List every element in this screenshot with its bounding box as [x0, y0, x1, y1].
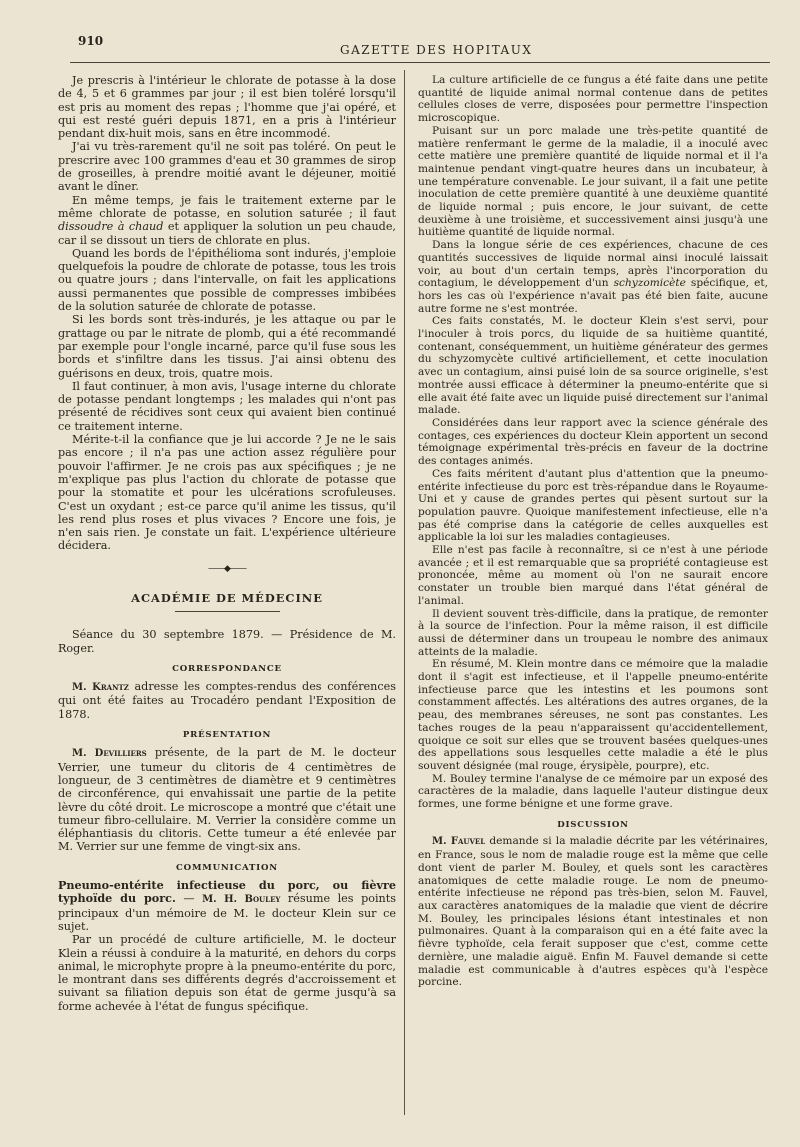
- paragraph: Ces faits méritent d'autant plus d'attention que la pneumo-entérite infectieuse du porc est très-répandue dans le Royaume-Uni et y cause de grandes pertes qui pèsent surtout sur la population pauvre. Quoique manifestement infectieuse, elle n'a pas été comprise dans la catégorie de celles auxquelles est applicable la loi sur les maladies contagieuses.: [418, 467, 768, 544]
- paragraph: Si les bords sont très-indurés, je les attaque ou par le grattage ou par le nitrate de plomb, qui a été recommandé par exemple pour l'ongle incarné, parce qu'il fuse sous les bords et s'infiltre dans les tissus. J'ai ainsi obtenu des guérisons en deux, trois, quatre mois.: [58, 313, 396, 380]
- paragraph: En résumé, M. Klein montre dans ce mémoire que la maladie dont il s'agit est infectieuse, et il l'appelle pneumo-entérite infectieuse parce que les intestins et les poumons sont constamment affectés. Les altérations des autres organes, de la peau, des membranes séreuses, ne sont pas constantes. Les taches rouges de la peau n'apparaissent qu'accidentellement, quoique ce soit sur elles que se trouvent basées quelques-unes des appellations sous lesquelles cette maladie a été le plus souvent désignée (mal rouge, érysipèle, pourpre), etc.: [418, 658, 768, 772]
- speaker-name: M. Fauvel: [432, 836, 486, 848]
- speaker-name: M. Krantz: [72, 682, 129, 694]
- communication-heading: COMMUNICATION: [176, 862, 278, 873]
- paragraph: Je prescris à l'intérieur le chlorate de potasse à la dose de 4, 5 et 6 grammes par jour ; il est bien toléré lorsqu'il est pris au moment des repas ; l'homme que j'ai opéré, et qui est resté guéri depuis 1871, en a pris à l'intérieur pendant dix-huit mois, sans en être incommodé.: [58, 74, 396, 141]
- paragraph: M. Bouley termine l'analyse de ce mémoire par un exposé des caractères de la maladie, dans laquelle l'auteur distingue deux formes, une forme bénigne et une forme grave.: [418, 772, 768, 811]
- paragraph: J'ai vu très-rarement qu'il ne soit pas toléré. On peut le prescrire avec 100 grammes d'eau et 30 grammes de sirop de groseilles, à prendre moitié avant le déjeuner, moitié avant le dîner.: [58, 140, 396, 194]
- paragraph: Dans la longue série de ces expériences, chacune de ces quantités successives de liquide normal ainsi inoculé laissait voir, au bout d'un certain temps, après l'incorporation du contagium, le développement d'un schyzomicète spécifique, et, hors les cas où l'expérience n'avait pas été bien faite, aucune autre forme ne s'est montrée.: [418, 239, 768, 315]
- paragraph: Considérées dans leur rapport avec la science générale des contages, ces expériences du docteur Klein apportent un second témoignage expérimental très-précis en faveur de la doctrine des contages animés.: [418, 416, 768, 468]
- paragraph: En même temps, je fais le traitement externe par le même chlorate de potasse, en solution saturée ; il faut dissoudre à chaud et appliquer la solution un peu chaude, car il se dissout un tiers de chlorate en plus.: [58, 193, 396, 247]
- paragraph: M. Krantz adresse les comptes-rendus des conférences qui ont été faites au Trocadéro pendant l'Exposition de 1878.: [58, 680, 396, 721]
- paragraph: La culture artificielle de ce fungus a été faite dans une petite quantité de liquide animal normal contenue dans de petites cellules closes de verre, disposées pour permettre l'inspection microscopique.: [418, 74, 768, 125]
- presentation-heading: PRÉSENTATION: [182, 730, 272, 741]
- italic-phrase: dissoudre à chaud: [58, 220, 164, 234]
- paragraph: Pneumo-entérite infectieuse du porc, ou fièvre typhoïde du porc. — M. H. Bouley résume les points principaux d'un mémoire de M. le docteur Klein sur ce sujet.: [58, 878, 396, 933]
- left-column: [58, 74, 396, 1013]
- communication-title: Pneumo-entérite infectieuse du porc, ou fièvre typhoïde du porc.: [58, 878, 396, 906]
- running-title: GAZETTE DES HOPITAUX: [340, 43, 533, 57]
- correspondance-heading: CORRESPONDANCE: [172, 663, 282, 674]
- speaker-name: M. Devilliers: [72, 748, 147, 760]
- column-divider: [404, 70, 405, 1115]
- paragraph: Elle n'est pas facile à reconnaître, si ce n'est à une période avancée ; et il est remarquable que sa propriété contagieuse est prononcée, même au moment où l'on ne saurait encore constater un trouble bien marqué dans l'état général de l'animal.: [418, 544, 768, 607]
- paragraph: M. Fauvel demande si la maladie décrite par les vétérinaires, en France, sous le nom de maladie rouge est la même que celle dont vient de parler M. Bouley, et quels sont les caractères anatomiques de cette maladie rouge. Le nom de pneumo-entérite infectieuse ne répond pas très-bien, selon M. Fauvel, aux caractères anatomiques de la maladie que vient de décrire M. Bouley, les principales lésions étant intestinales et non pulmonaires. Quant à la comparaison qui en a été faite avec la fièvre typhoïde, cela ferait supposer que c'est, comme cette dernière, une maladie aiguë. Enfin M. Fauvel demande si cette maladie est communicable à d'autres espèces qu'à l'espèce porcine.: [418, 835, 769, 989]
- paragraph: M. Devilliers présente, de la part de M. le docteur Verrier, une tumeur du clitoris de 4 centimètres de longueur, de 3 centimètres de diamètre et 9 centimètres de circonférence, qui envahissait une partie de la petite lèvre du côté droit. Le microscope a montré que c'était une tumeur fibro-cellulaire. M. Verrier la considère comme un éléphantiasis du clitoris. Cette tumeur a été enlevée par M. Verrier sur une femme de vingt-six ans.: [58, 746, 396, 854]
- seance-line: Séance du 30 septembre 1879. — Présidence de M. Roger.: [58, 628, 396, 655]
- section-ornament: ——◆——: [208, 563, 246, 574]
- page-number: 910: [78, 34, 104, 48]
- paragraph: Il devient souvent très-difficile, dans la pratique, de remonter à la source de l'infection. Pour la même raison, il est difficile aussi de déterminer dans un troupeau le nombre des animaux atteints de la maladie.: [418, 607, 768, 658]
- right-column: [418, 74, 768, 989]
- italic-phrase: schyzomicète: [613, 277, 686, 290]
- paragraph: Ces faits constatés, M. le docteur Klein s'est servi, pour l'inoculer à trois porcs, du liquide de sa huitième quantité, contenant, conséquemment, un huitième générateur des germes du schyzomycète cultivé artificiellement, et cette inoculation avec un contagium, ainsi puisé loin de sa source originelle, s'est montrée aussi efficace à déterminer la pneumo-entérite que si elle avait été faite avec un liquide puisé directement sur l'animal malade.: [418, 315, 768, 417]
- header-rule: [70, 62, 770, 63]
- paragraph: Quand les bords de l'épithélioma sont indurés, j'emploie quelquefois la poudre de chlorate de potasse, tous les trois ou quatre jours ; dans l'intervalle, on fait les applications aussi permanentes que possible de compresses imbibées de la solution saturée de chlorate de potasse.: [58, 246, 396, 314]
- paragraph: Puisant sur un porc malade une très-petite quantité de matière renfermant le germe de la maladie, il a inoculé avec cette matière une première quantité de liquide normal et il l'a maintenue pendant vingt-quatre heures dans un incubateur, à une température convenable. Le jour suivant, il a fait une petite inoculation de cette première quantité à une deuxième quantité de liquide normal ; puis encore, le jour suivant, de cette deuxième à une troisième, et successivement ainsi jusqu'à une huitième quantité de liquide normal.: [418, 124, 768, 239]
- paragraph: Par un procédé de culture artificielle, M. le docteur Klein a réussi à conduire à la maturité, en dehors du corps animal, le microphyte propre à la pneumo-entérite du porc, le montrant dans ses différents degrés d'accroissement et suivant sa filiation depuis son état de germe jusqu'à sa forme achevée à l'état de fungus spécifique.: [58, 933, 396, 1013]
- speaker-name: M. H. Bouley: [202, 894, 281, 906]
- paragraph: Mérite-t-il la confiance que je lui accorde ? Je ne le sais pas encore ; il n'a pas une action assez régulière pour pouvoir l'affirmer. Je ne crois pas aux spécifiques ; je ne m'explique pas plus l'action du chlorate de potasse que pour la stomatite et pour les ulcérations scrofuleuses. C'est un oxydant ; est-ce parce qu'il anime les tissus, qu'il les rend plus roses et plus vivaces ? Encore une fois, je n'en sais rien. Je constate un fait. L'expérience ultérieure décidera.: [58, 433, 396, 553]
- paragraph: Il faut continuer, à mon avis, l'usage interne du chlorate de potasse pendant longtemps ; les malades qui n'ont pas présenté de récidives sont ceux qui avaient bien continué ce traitement interne.: [58, 379, 396, 433]
- academie-title: ACADÉMIE DE MÉDECINE: [131, 590, 323, 605]
- discussion-heading: DISCUSSION: [557, 819, 629, 830]
- title-rule: [175, 611, 280, 612]
